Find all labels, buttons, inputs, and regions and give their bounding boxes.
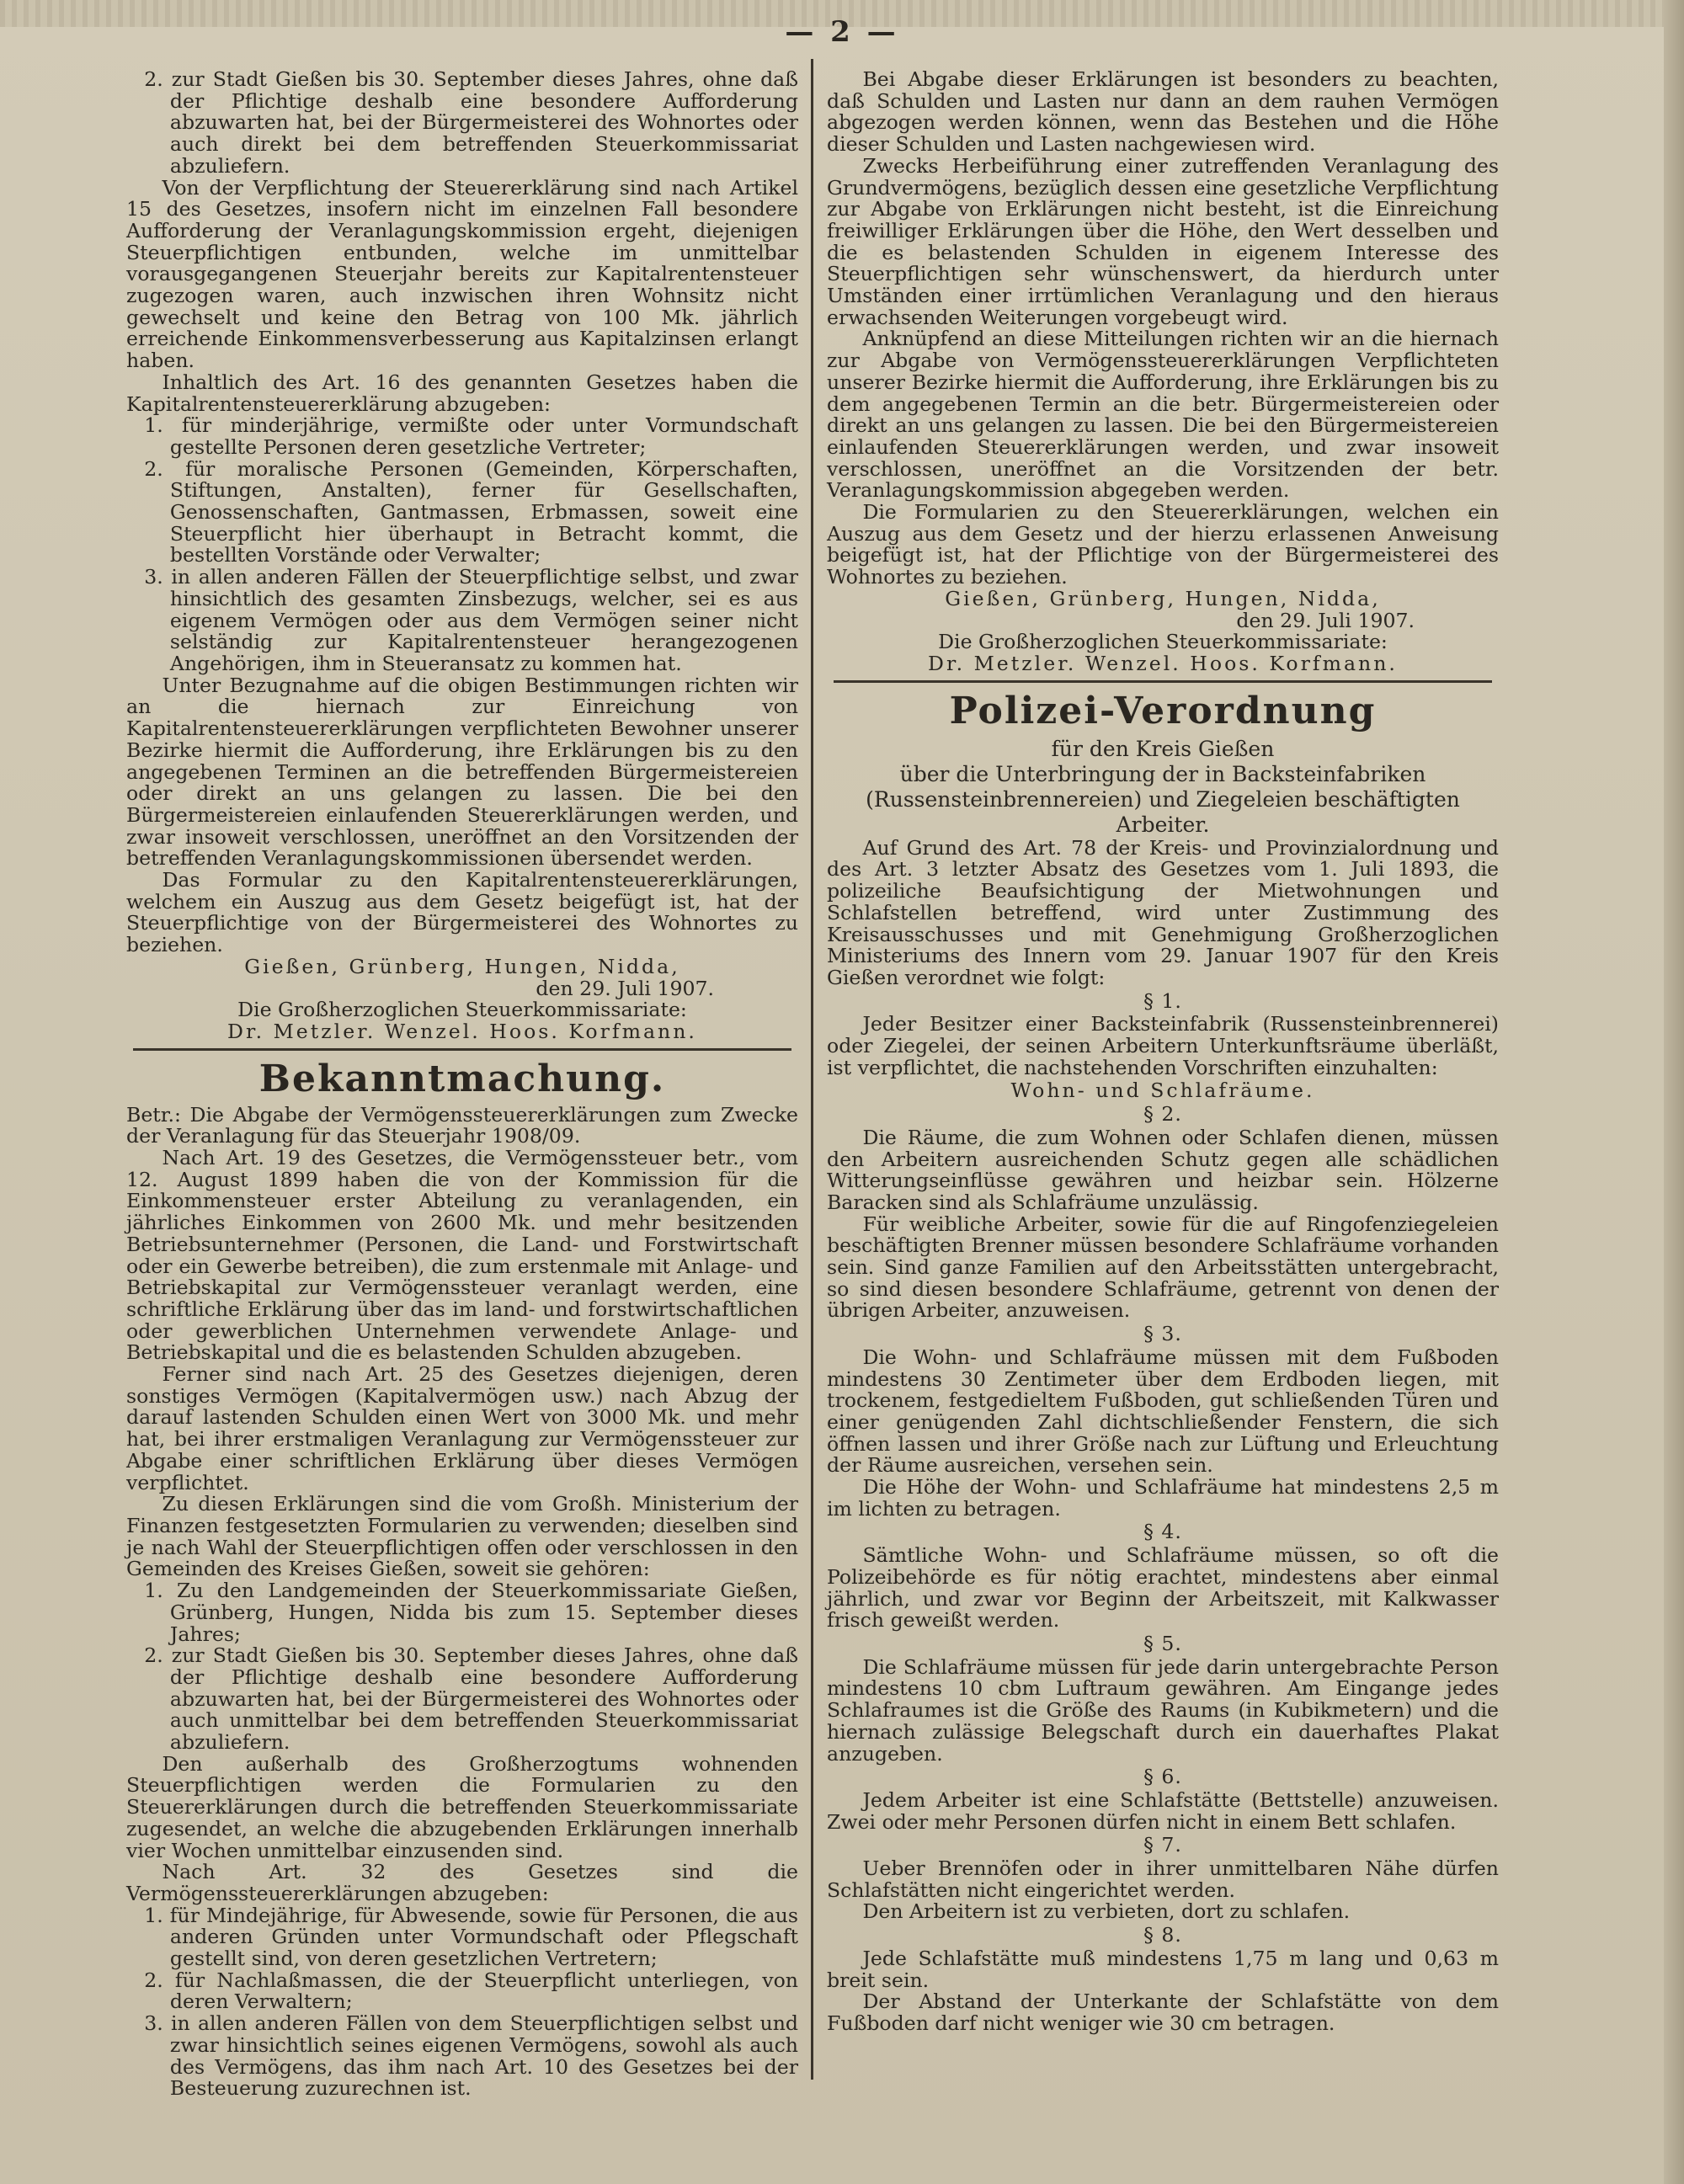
section-text: Jedem Arbeiter ist eine Schlafstätte (Bettstelle) anzuweisen. Zwei oder mehr Personen dürfen nicht in einem Bett schlafen. xyxy=(827,1787,1499,1834)
authority-line: Die Großherzoglichen Steuerkommissariate: xyxy=(237,998,687,1022)
subject-line: Betr.: Die Abgabe der Vermögenssteuererklärungen zum Zwecke der Veranlagung für das Steuerjahr 1908/09. xyxy=(126,1102,798,1148)
section-text: Sämtliche Wohn- und Schlafräume müssen, so oft die Polizeibehörde es für nötig erachtet, mindestens aber einmal jährlich, und zwar vor Beginn der Arbeitszeit, mit Kalkwasser frisch geweißt werden. xyxy=(827,1543,1499,1633)
paragraph-art16: Inhaltlich des Art. 16 des genannten Gesetzes haben die Kapitalrentensteuererklärung abzugeben: xyxy=(126,370,798,416)
art16-item: 3. in allen anderen Fällen der Steuerpflichtige selbst, und zwar hinsichtlich des gesamten Zinsbezugs, welcher, sei es aus eigenem Vermögen oder aus dem Vermögen seiner nicht selständig zur Kapitalrentensteuer herangezogenen Angehörigen, ihm in Steueransatz zu kommen hat. xyxy=(144,565,798,675)
page-edge xyxy=(1664,0,1684,2184)
left-column xyxy=(126,69,798,2100)
section-text: Jeder Besitzer einer Backsteinfabrik (Russensteinbrennerei) oder Ziegelei, der seinen Arbeitern Unterkunftsräume überläßt, ist verpflichtet, die nachstehenden Vorschriften einzuhalten: xyxy=(827,1012,1499,1079)
art16-item: 1. für minderjährige, vermißte oder unter Vormundschaft gestellte Personen deren gesetzliche Vertreter; xyxy=(144,413,798,459)
right-column xyxy=(827,69,1499,2035)
section-rule xyxy=(834,680,1492,683)
section-mark: § 4. xyxy=(1143,1520,1182,1544)
authority-line: Die Großherzoglichen Steuerkommissariate: xyxy=(938,630,1388,654)
municipality-item: 1. Zu den Landgemeinden der Steuerkommissariate Gießen, Grünberg, Hungen, Nidda bis zum 15. September dieses Jahres; xyxy=(144,1579,798,1646)
section-text: Die Wohn- und Schlafräume müssen mit dem Fußboden mindestens 30 Zentimeter über dem Erdboden liegen, mit trockenem, festgedieltem Fußboden, gut schließenden Türen und einer genügenden Zahl dichtschließender Fenstern, die sich öffnen lassen und ihrer Größe nach zur Lüftung und Erleuchtung der Räume ausreichen, versehen sein. xyxy=(827,1345,1499,1478)
section-mark: § 6. xyxy=(1143,1765,1182,1789)
section-mark: § 2. xyxy=(1143,1102,1182,1127)
paragraph-reference: Unter Bezugnahme auf die obigen Bestimmungen richten wir an die hiernach zur Einreichung von Kapitalrentensteuererklärungen verpflichteten Bewohner unserer Bezirke hiermit die Aufforderung, ihre Erklärungen bis zu den angegebenen Terminen an die betreffenden Bürgermeistereien oder direkt an uns gelangen zu lassen. Die bei den Bürgermeistereien einlaufenden Steuererklärungen werden, und zwar insoweit verschlossen, uneröffnet an den Vorsitzenden der betreffenden Veranlagungskommissionen übersendet werden. xyxy=(126,673,798,871)
art32-item: 2. für Nachlaßmassen, die der Steuerpflicht unterliegen, von deren Verwaltern; xyxy=(144,1968,798,2014)
section-mark: § 7. xyxy=(1143,1833,1182,1857)
date-line: den 29. Juli 1907. xyxy=(1236,608,1415,632)
places-line: Gießen, Grünberg, Hungen, Nidda, xyxy=(244,954,680,978)
column-divider xyxy=(811,59,813,2080)
page-number: — 2 — xyxy=(785,15,899,49)
left-item2-continuation: 2. zur Stadt Gießen bis 30. September dieses Jahres, ohne daß der Pflichtige deshalb eine besondere Aufforderung abzuwarten hat, bei der Bürgermeisterei des Wohnortes oder auch direkt bei dem betreffenden Steuerkommissariat abzuliefern. xyxy=(144,67,798,178)
municipality-item: 2. zur Stadt Gießen bis 30. September dieses Jahres, ohne daß der Pflichtige deshalb eine besondere Aufforderung abzuwarten hat, bei der Bürgermeisterei des Wohnortes oder auch unmittelbar bei dem betreffenden Steuerkommissariat abzuliefern. xyxy=(144,1643,798,1755)
section-mark: § 3. xyxy=(1143,1322,1182,1346)
section-text: Jede Schlafstätte muß mindestens 1,75 m lang und 0,63 m breit sein. xyxy=(827,1946,1499,1992)
paragraph-exemption: Von der Verpflichtung der Steuererklärung sind nach Artikel 15 des Gesetzes, insofern nicht im einzelnen Fall besondere Aufforderung der Veranlagungskommission ergeht, diejenigen Steuerpflichtigen entbunden, welche im unmittelbar vorausgegangenen Steuerjahr bereits zur Kapitalrentensteuer zugezogen waren, auch inzwischen ihren Wohnsitz nicht gewechselt und keine den Betrag von 100 Mk. jährlich erreichende Einkommensverbesserung aus Kapitalzinsen erlangt haben. xyxy=(126,175,798,373)
signatures-line: Dr. Metzler. Wenzel. Hoos. Korfmann. xyxy=(928,651,1398,675)
section-text: Ueber Brennöfen oder in ihrer unmittelbaren Nähe dürfen Schlafstätten nicht eingerichtet werden. xyxy=(827,1856,1499,1902)
heading-polizei-verordnung: Polizei-Verordnung xyxy=(949,689,1377,732)
section-mark: § 5. xyxy=(1143,1632,1182,1655)
paragraph-note: Bei Abgabe dieser Erklärungen ist besonders zu beachten, daß Schulden und Lasten nur dann an dem rauhen Vermögen abgezogen werden können, wenn das Bestehen und die Höhe dieser Schulden und Lasten nachgewiesen wird. xyxy=(827,67,1499,157)
art16-item: 2. für moralische Personen (Gemeinden, Körperschaften, Stiftungen, Anstalten), ferner für Gesellschaften, Genossenschaften, Gantmassen, Erbmassen, soweit eine Steuerpflicht hier überhaupt in Betracht kommt, die bestellten Vorstände oder Verwalter; xyxy=(144,456,798,567)
heading-bekanntmachung: Bekanntmachung. xyxy=(258,1057,666,1100)
section-subheading: Wohn- und Schlafräume. xyxy=(1010,1079,1315,1103)
section-text: Der Abstand der Unterkante der Schlafstätte von dem Fußboden darf nicht weniger wie 30 cm betragen. xyxy=(827,1990,1499,2035)
section-mark: § 8. xyxy=(1143,1923,1182,1947)
date-line: den 29. Juli 1907. xyxy=(536,976,714,1000)
paragraph-art32: Nach Art. 32 des Gesetzes sind die Vermögenssteuererklärungen abzugeben: xyxy=(126,1860,798,1905)
paragraph-land-assets: Zwecks Herbeiführung einer zutreffenden Veranlagung des Grundvermögens, bezüglich dessen eine gesetzliche Verpflichtung zur Abgabe von Erklärungen nicht besteht, ist die Einreichung freiwilliger Erklärungen über die Höhe, den Wert desselben und die es belastenden Schulden in eigenem Interesse des Steuerpflichtigen sehr wünschenswert, da hierdurch unter Umständen einer irrtümlichen Veranlagung und den hieraus erwachsenden Weiterungen vorgebeugt wird. xyxy=(827,153,1499,329)
section-text: Die Schlafräume müssen für jede darin untergebrachte Person mindestens 10 cbm Luftraum gewähren. Am Eingange jedes Schlafraumes ist die Größe des Raums (in Kubikmetern) und die hiernach zulässige Belegschaft durch ein dauerhaftes Plakat anzugeben. xyxy=(827,1654,1499,1766)
paragraph-form: Das Formular zu den Kapitalrentensteuererklärungen, welchem ein Auszug aus dem Gesetz beigefügt ist, hat der Steuerpflichtige von der Bürgermeisterei des Wohnortes zu beziehen. xyxy=(126,868,798,957)
signatures-line: Dr. Metzler. Wenzel. Hoos. Korfmann. xyxy=(227,1019,697,1043)
subtitle-subject: über die Unterbringung der in Backsteinfabriken (Russensteinbrennereien) und Ziegeleien beschäftigten Arbeiter. xyxy=(866,761,1460,837)
section-text: Den Arbeitern ist zu verbieten, dort zu schlafen. xyxy=(862,1899,1351,1924)
art32-item: 1. für Mindejährige, für Abwesende, sowie für Personen, die aus anderen Gründen unter Vormundschaft oder Pflegschaft gestellt sind, von deren gesetzlichen Vertretern; xyxy=(144,1903,798,1971)
art32-item: 3. in allen anderen Fällen von dem Steuerpflichtigen selbst und zwar hinsichtlich seines eigenen Vermögens, sowohl als auch des Vermögens, das ihm nach Art. 10 des Gesetzes bei der Besteuerung zuzurechnen ist. xyxy=(144,2011,798,2101)
paragraph-forms: Die Formularien zu den Steuererklärungen, welchen ein Auszug aus dem Gesetz und der hierzu erlassenen Anweisung beigefügt ist, hat der Pflichtige von der Bürgermeisterei des Wohnortes zu beziehen. xyxy=(827,500,1499,589)
section-text: Für weibliche Arbeiter, sowie für die auf Ringofenziegeleien beschäftigten Brenner müssen besondere Schlafräume vorhanden sein. Sind ganze Familien auf den Arbeitsstätten untergebracht, so sind diesen besondere Schlafräume, getrennt von denen der übrigen Arbeiter, anzuweisen. xyxy=(827,1212,1499,1323)
subtitle-district: für den Kreis Gießen xyxy=(1051,736,1275,761)
section-text: Die Räume, die zum Wohnen oder Schlafen dienen, müssen den Arbeitern ausreichenden Schutz gegen alle schädlichen Witterungseinflüsse gewähren und heizbar sein. Hölzerne Baracken sind als Schlafräume unzulässig. xyxy=(827,1125,1499,1214)
paragraph-art19: Nach Art. 19 des Gesetzes, die Vermögenssteuer betr., vom 12. August 1899 haben die von der Kommission für die Einkommensteuer erster Abteilung zu veranlagenden, ein jährliches Einkommen von 2600 Mk. und mehr besitzenden Betriebsunternehmer (Personen, die Land- und Forstwirtschaft oder ein Gewerbe betreiben), die zum erstenmale mit Anlage- und Betriebskapital zur Vermögenssteuer veranlagt werden, eine schriftliche Erklärung über das im land- und forstwirtschaftlichen oder gewerblichen Unternehmen verwendete Anlage- und Betriebskapital und die es belastenden Schulden abzugeben. xyxy=(126,1146,798,1365)
paragraph-art25: Ferner sind nach Art. 25 des Gesetzes diejenigen, deren sonstiges Vermögen (Kapitalvermögen usw.) nach Abzug der darauf lastenden Schulden einen Wert von 3000 Mk. und mehr hat, bei ihrer erstmaligen Veranlagung zur Vermögenssteuer zur Abgabe einer schriftlichen Erklärung über dieses Vermögen verpflichtet. xyxy=(126,1362,798,1494)
section-mark: § 1. xyxy=(1143,988,1182,1013)
paragraph-request: Anknüpfend an diese Mitteilungen richten wir an die hiernach zur Abgabe von Vermögenssteuererklärungen Verpflichteten unserer Bezirke hiermit die Aufforderung, ihre Erklärungen bis zu dem angegebenen Termin an die betr. Bürgermeistereien oder direkt an uns gelangen zu lassen. Die bei den Bürgermeistereien einlaufenden Steuererklärungen werden, und zwar insoweit verschlossen, uneröffnet an die Vorsitzenden der betr. Veranlagungskommission abgegeben werden. xyxy=(827,327,1499,503)
section-text: Die Höhe der Wohn- und Schlafräume hat mindestens 2,5 m im lichten zu betragen. xyxy=(827,1475,1499,1521)
paragraph-abroad: Den außerhalb des Großherzogtums wohnenden Steuerpflichtigen werden die Formularien zu den Steuererklärungen durch die betreffenden Steuerkommissariate zugesendet, an welche die abzugebenden Erklärungen innerhalb vier Wochen unmittelbar einzusenden sind. xyxy=(126,1751,798,1862)
paragraph-forms-use: Zu diesen Erklärungen sind die vom Großh. Ministerium der Finanzen festgesetzten Formularien zu verwenden; dieselben sind je nach Wahl der Steuerpflichtigen offen oder verschlossen in den Gemeinden des Kreises Gießen, soweit sie gehören: xyxy=(126,1492,798,1581)
section-rule xyxy=(133,1048,791,1051)
places-line: Gießen, Grünberg, Hungen, Nidda, xyxy=(945,586,1381,610)
paragraph-legal-basis: Auf Grund des Art. 78 der Kreis- und Provinzialordnung und des Art. 3 letzter Absatz des Gesetzes vom 1. Juli 1893, die polizeiliche Beaufsichtigung der Mietwohnungen und Schlafstellen betreffend, wird unter Zustimmung des Kreisausschusses und mit Genehmigung Großherzoglichen Ministeriums des Innern vom 29. Januar 1907 für den Kreis Gießen verordnet wie folgt: xyxy=(827,835,1499,989)
